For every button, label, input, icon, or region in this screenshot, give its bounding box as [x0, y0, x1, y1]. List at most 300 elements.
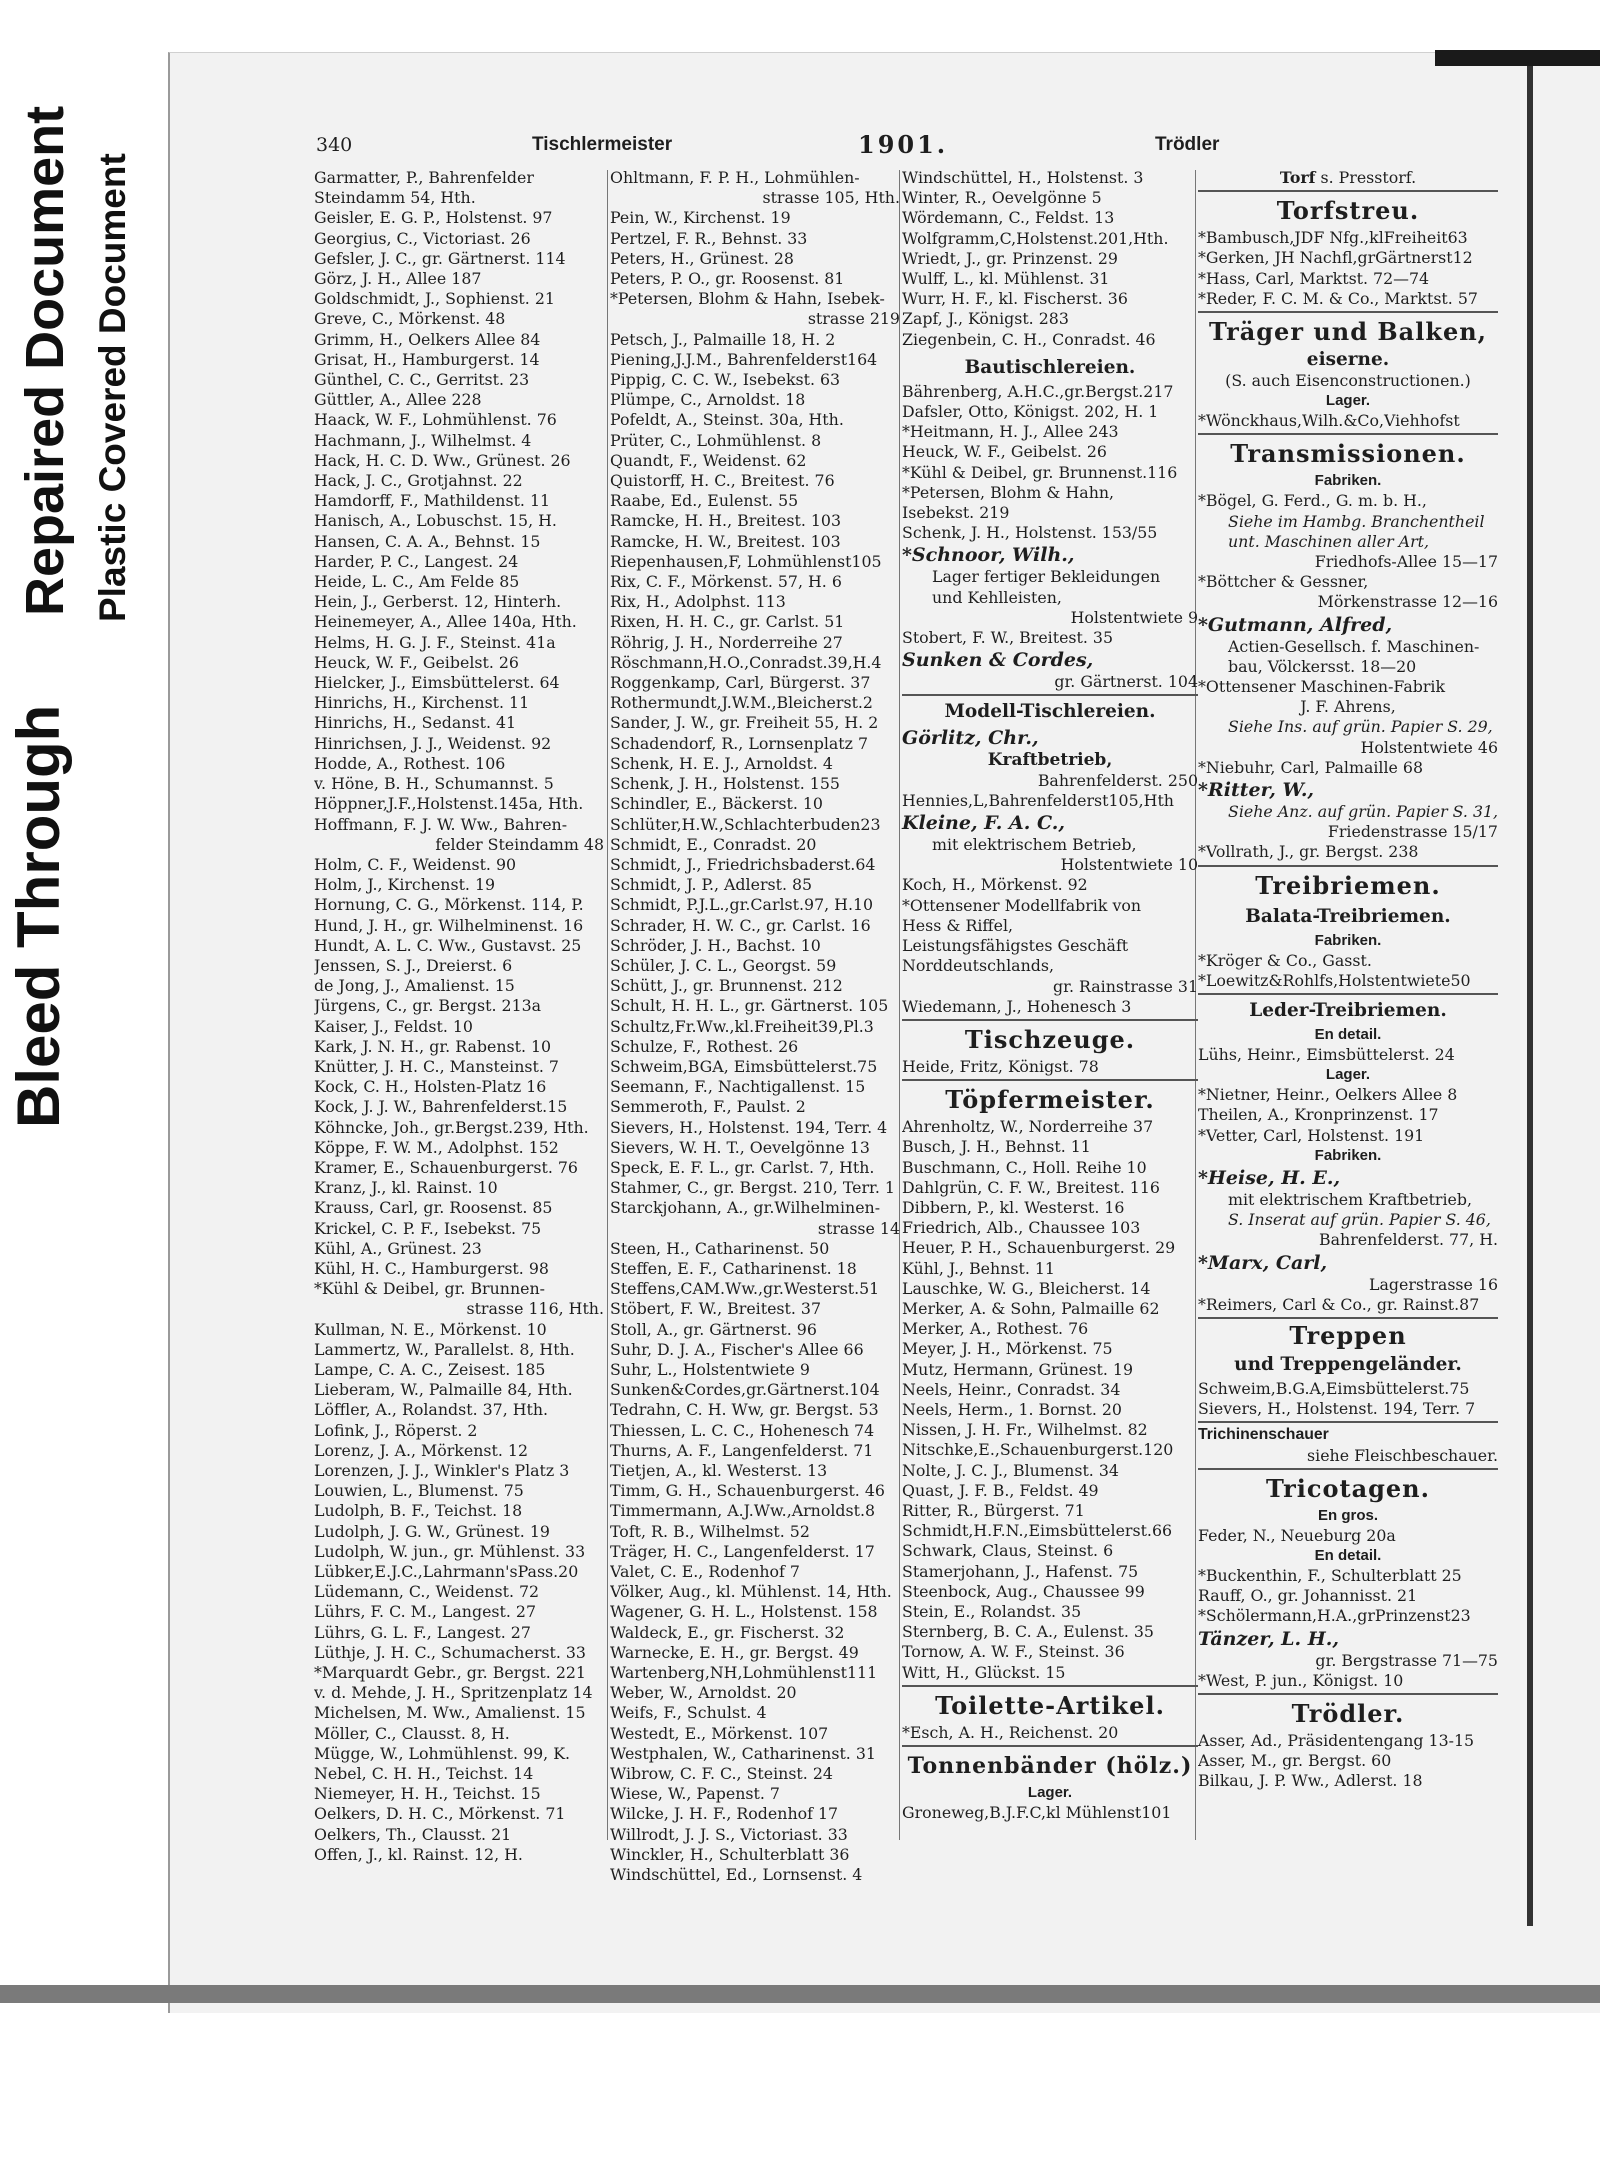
- directory-entry: Röschmann,H.O.,Conradst.39,H.4: [610, 652, 882, 672]
- directory-entry: Wibrow, C. F. C., Steinst. 24: [610, 1764, 833, 1784]
- directory-entry: v. Höne, B. H., Schumannst. 5: [314, 774, 554, 794]
- directory-entry: Dafsler, Otto, Königst. 202, H. 1: [902, 402, 1159, 422]
- directory-entry: Tietjen, A., kl. Westerst. 13: [610, 1461, 828, 1480]
- column-4: [1198, 168, 1498, 1792]
- directory-entry: Hachmann, J., Wilhelmst. 4: [314, 430, 532, 450]
- directory-entry: Möller, C., Clausst. 8, H.: [314, 1723, 510, 1743]
- directory-entry: Köppe, F. W. M., Adolphst. 152: [314, 1137, 559, 1157]
- header-year: 1901.: [858, 130, 949, 159]
- directory-entry: Steffens,CAM.Ww.,gr.Westerst.51: [610, 1279, 880, 1299]
- entry-list: [1198, 228, 1498, 309]
- section-heading: Treibriemen.: [1255, 870, 1441, 900]
- directory-entry: Bilkau, J. P. Ww., Adlerst. 18: [1198, 1771, 1423, 1791]
- section-heading: Tonnenbänder (hölz.): [907, 1753, 1193, 1779]
- directory-entry: *Kröger & Co., Gasst.: [1198, 950, 1372, 970]
- directory-entry: Valet, C. E., Rodenhof 7: [610, 1562, 800, 1582]
- directory-entry: Schulze, F., Rothest. 26: [610, 1036, 799, 1056]
- directory-entry: Völker, Aug., kl. Mühlenst. 14, Hth.: [610, 1582, 892, 1602]
- directory-entry: Lübker,E.J.C.,Lahrmann'sPass.20: [314, 1562, 579, 1582]
- directory-entry: Schmidt, P.J.L.,gr.Carlst.97, H.10: [610, 895, 874, 915]
- directory-entry: Hielcker, J., Eimsbüttelerst. 64: [314, 673, 560, 693]
- section-rule: [1198, 1421, 1498, 1423]
- directory-entry: Schindler, E., Bäckerst. 10: [610, 794, 823, 814]
- directory-entry: Rixen, H. H. C., gr. Carlst. 51: [610, 612, 845, 632]
- directory-entry: strasse 105, Hth.: [762, 188, 900, 208]
- directory-entry: *Marquardt Gebr., gr. Bergst. 221: [314, 1663, 586, 1683]
- directory-entry: Kühl, J., Behnst. 11: [902, 1258, 1055, 1278]
- directory-entry: *Kühl & Deibel, gr. Brunnen-: [314, 1279, 545, 1299]
- directory-entry: Quandt, F., Weidenst. 62: [610, 450, 807, 470]
- directory-entry: Ludolph, W. jun., gr. Mühlenst. 33: [314, 1541, 586, 1561]
- entry-list: [902, 1057, 1198, 1077]
- entry-name: *Ritter, W.,: [1198, 779, 1315, 802]
- directory-entry: Lampe, C. A. C., Zeisest. 185: [314, 1359, 546, 1379]
- directory-entry: Kark, J. N. H., gr. Rabenst. 10: [314, 1036, 552, 1056]
- directory-entry: Pertzel, F. R., Behnst. 33: [610, 228, 808, 248]
- directory-entry: Kühl, A., Grünest. 23: [314, 1238, 482, 1258]
- directory-entry: v. d. Mehde, J. H., Spritzenplatz 14: [314, 1683, 593, 1703]
- directory-entry: Wurr, H. F., kl. Fischerst. 36: [902, 289, 1128, 309]
- directory-entry: Hinrichsen, J. J., Weidenst. 92: [314, 733, 552, 753]
- directory-entry: Merker, A., Rothest. 76: [902, 1319, 1089, 1339]
- directory-entry: *Hass, Carl, Marktst. 72—74: [1198, 268, 1430, 288]
- directory-entry: Träger, H. C., Langenfelderst. 17: [610, 1541, 875, 1561]
- directory-entry: Stamerjohann, J., Hafenst. 75: [902, 1561, 1139, 1581]
- directory-entry: Schenk, J. H., Holstenst. 155: [610, 774, 840, 794]
- entry-line: Stobert, F. W., Breitest. 35: [902, 628, 1114, 648]
- subsection-heading: En detail.: [1314, 1026, 1382, 1044]
- section-heading: Toilette-Artikel.: [935, 1690, 1165, 1720]
- directory-entry: Goldschmidt, J., Sophienst. 21: [314, 289, 555, 309]
- directory-entry: Michelsen, M. Ww., Amalienst. 15: [314, 1703, 586, 1723]
- directory-entry: Holm, C. F., Weidenst. 90: [314, 854, 517, 874]
- subsection-heading: Lager.: [1325, 1066, 1371, 1084]
- directory-entry: Hornung, C. G., Mörkenst. 114, P.: [314, 895, 584, 915]
- directory-entry: Timmermann, A.J.Ww.,Arnoldst.8: [610, 1501, 876, 1521]
- directory-entry: Friedrich, Alb., Chaussee 103: [902, 1218, 1141, 1238]
- directory-entry: Krickel, C. P. F., Isebekst. 75: [314, 1218, 542, 1238]
- directory-entry: Stahmer, C., gr. Bergst. 210, Terr. 1: [610, 1178, 895, 1198]
- subsection-heading: Fabriken.: [1314, 1146, 1382, 1164]
- section-rule: [902, 1685, 1198, 1687]
- directory-entry: Nebel, C. H. H., Teichst. 14: [314, 1764, 534, 1784]
- entry-line: mit elektrischem Kraftbetrieb,: [1228, 1189, 1473, 1209]
- column-3: [902, 168, 1198, 1823]
- directory-entry: *Wönckhaus,Wilh.&Co,Viehhofst: [1198, 411, 1460, 431]
- directory-entry: Theilen, A., Kronprinzenst. 17: [1198, 1105, 1439, 1125]
- entry-list: [902, 1117, 1198, 1683]
- directory-entry: Schmidt,H.F.N.,Eimsbüttelerst.66: [902, 1521, 1173, 1541]
- entry-name: Kleine, F. A. C.,: [902, 812, 1065, 835]
- directory-entry: Hamdorff, F., Mathildenst. 11: [314, 491, 551, 511]
- entry-line: *Reimers, Carl & Co., gr. Rainst.87: [1198, 1294, 1480, 1314]
- directory-entry: Lofink, J., Röperst. 2: [314, 1420, 478, 1440]
- directory-entry: *Esch, A. H., Reichenst. 20: [902, 1722, 1119, 1742]
- entry-list: [902, 1803, 1198, 1823]
- scan-gutter: [1527, 66, 1533, 1926]
- directory-entry: Kaiser, J., Feldst. 10: [314, 1016, 473, 1036]
- directory-entry: Grisat, H., Hamburgerst. 14: [314, 349, 540, 369]
- directory-entry: Waldeck, E., gr. Fischerst. 32: [610, 1622, 845, 1642]
- section-heading: Trichinenschauer: [1198, 1426, 1329, 1444]
- entry-line: *Bögel, G. Ferd., G. m. b. H.,: [1198, 491, 1427, 511]
- directory-entry: Weifs, F., Schulst. 4: [610, 1703, 767, 1723]
- directory-entry: strasse 116, Hth.: [466, 1299, 604, 1319]
- column-1: [314, 168, 604, 1865]
- directory-entry: de Jong, J., Amalienst. 15: [314, 976, 515, 996]
- directory-entry: Schenk, J. H., Holstenst. 153/55: [902, 523, 1158, 543]
- directory-entry: Jenssen, S. J., Dreierst. 6: [314, 955, 513, 975]
- directory-entry: Hodde, A., Rothest. 106: [314, 753, 506, 773]
- directory-entry: Garmatter, P., Bahrenfelder: [314, 168, 534, 187]
- directory-entry: Hansen, C. A. A., Behnst. 15: [314, 531, 541, 551]
- directory-entry: Lüthje, J. H. C., Schumacherst. 33: [314, 1642, 586, 1662]
- entry-list: [1198, 1566, 1498, 1627]
- directory-entry: Semmeroth, F., Paulst. 2: [610, 1097, 806, 1117]
- directory-entry: Neels, Heinr., Conradst. 34: [902, 1379, 1121, 1399]
- directory-entry: Wolfgramm,C,Holstenst.201,Hth.: [902, 228, 1169, 248]
- section-heading: Torfstreu.: [1276, 196, 1420, 226]
- subsection-heading: Lager.: [1027, 1784, 1073, 1801]
- directory-entry: Starckjohann, A., gr.Wilhelminen-: [610, 1198, 881, 1218]
- directory-entry: Nitschke,E.,Schauenburgerst.120: [902, 1440, 1174, 1460]
- entry-line: Hennies,L,Bahrenfelderst105,Hth: [902, 790, 1174, 810]
- directory-entry: Windschüttel, Ed., Lornsenst. 4: [610, 1865, 863, 1885]
- directory-entry: Seemann, F., Nachtigallenst. 15: [610, 1077, 866, 1097]
- entry-line: *Böttcher & Gessner,: [1198, 572, 1369, 592]
- directory-entry: Speck, E. F. L., gr. Carlst. 7, Hth.: [610, 1157, 875, 1177]
- directory-entry: Wriedt, J., gr. Prinzenst. 29: [902, 248, 1118, 268]
- directory-entry: Hess & Riffel,: [902, 915, 1014, 935]
- directory-entry: Mutz, Hermann, Grünest. 19: [902, 1359, 1133, 1379]
- directory-entry: Ohltmann, F. P. H., Lohmühlen-: [610, 168, 860, 187]
- directory-entry: Höppner,J.F.,Holstenst.145a, Hth.: [314, 794, 584, 814]
- directory-entry: Heuck, W. F., Geibelst. 26: [902, 442, 1107, 462]
- section-heading: Transmissionen.: [1230, 439, 1466, 469]
- directory-entry: Lorenz, J. A., Mörkenst. 12: [314, 1440, 528, 1460]
- entry-name: *Schnoor, Wilh.,: [902, 544, 1075, 567]
- directory-entry: Kock, J. J. W., Bahrenfelderst.15: [314, 1097, 568, 1117]
- directory-entry: Quistorff, H. C., Breitest. 76: [610, 471, 835, 491]
- directory-entry: Günthel, C. C., Gerritst. 23: [314, 370, 530, 390]
- directory-entry: Pippig, C. C. W., Isebekst. 63: [610, 370, 841, 390]
- directory-entry: Sander, J. W., gr. Freiheit 55, H. 2: [610, 713, 879, 733]
- directory-entry: Görz, J. H., Allee 187: [314, 269, 482, 289]
- directory-entry: Petsch, J., Palmaille 18, H. 2: [610, 329, 836, 349]
- directory-entry: *Petersen, Blohm & Hahn,: [902, 482, 1115, 502]
- entry-list: [1198, 411, 1498, 431]
- subsection-heading: En detail.: [1314, 1546, 1382, 1564]
- directory-entry: Bährenberg, A.H.C.,gr.Bergst.217: [902, 381, 1174, 401]
- directory-entry: Wördemann, C., Feldst. 13: [902, 208, 1115, 228]
- directory-entry: Hanisch, A., Lobuschst. 15, H.: [314, 511, 557, 531]
- directory-entry: Tornow, A. W. F., Steinst. 36: [902, 1642, 1125, 1662]
- directory-entry: Tedrahn, C. H. Ww, gr. Bergst. 53: [610, 1400, 879, 1420]
- directory-page: [310, 130, 1498, 1885]
- directory-entry: Wilcke, J. H. F., Rodenhof 17: [610, 1804, 839, 1824]
- directory-entry: Kramer, E., Schauenburgerst. 76: [314, 1157, 578, 1177]
- directory-entry: Suhr, D. J. A., Fischer's Allee 66: [610, 1339, 864, 1359]
- directory-entry: Westedt, E., Mörkenst. 107: [610, 1723, 829, 1743]
- directory-entry: Roggenkamp, Carl, Bürgerst. 37: [610, 673, 871, 693]
- directory-entry: *Buckenthin, F., Schulterblatt 25: [1198, 1565, 1462, 1585]
- directory-entry: Leistungsfähigstes Geschäft: [902, 936, 1129, 956]
- directory-entry: *Bambusch,JDF Nfg.,klFreiheit63: [1198, 228, 1468, 248]
- entry-list: [1198, 1045, 1498, 1065]
- directory-entry: Willrodt, J. J. S., Victoriast. 33: [610, 1824, 848, 1844]
- directory-entry: Georgius, C., Victoriast. 26: [314, 228, 531, 248]
- directory-entry: Löffler, A., Rolandst. 37, Hth.: [314, 1400, 549, 1420]
- directory-entry: Jürgens, C., gr. Bergst. 213a: [314, 996, 542, 1016]
- column-2: [610, 168, 900, 1885]
- entry-line: Mörkenstrasse 12—16: [1317, 592, 1498, 612]
- directory-entry: Piening,J.J.M., Bahrenfelderst164: [610, 349, 878, 369]
- directory-entry: Koch, H., Mörkenst. 92: [902, 875, 1088, 895]
- directory-entry: Hein, J., Gerberst. 12, Hinterh.: [314, 592, 562, 612]
- entry-line: unt. Maschinen aller Art,: [1228, 531, 1430, 551]
- directory-entry: Westphalen, W., Catharinenst. 31: [610, 1743, 876, 1763]
- directory-entry: Witt, H., Glückst. 15: [902, 1662, 1066, 1682]
- directory-entry: Heide, Fritz, Königst. 78: [902, 1056, 1099, 1076]
- directory-entry: Thurns, A. F., Langenfelderst. 71: [610, 1440, 874, 1460]
- watermark-repaired-document: Repaired Document: [15, 105, 75, 616]
- directory-entry: Riepenhausen,F, Lohmühlenst105: [610, 551, 882, 571]
- entry-list: [1198, 1731, 1498, 1792]
- directory-entry: Thiessen, L. C. C., Hohenesch 74: [610, 1420, 875, 1440]
- section-heading: Trödler.: [1291, 1698, 1405, 1728]
- directory-entry: Louwien, L., Blumenst. 75: [314, 1481, 524, 1501]
- directory-entry: Röhrig, J. H., Norderreihe 27: [610, 632, 843, 652]
- directory-entry: *Gerken, JH Nachfl,grGärtnerst12: [1198, 248, 1473, 268]
- directory-entry: Heide, L. C., Am Felde 85: [314, 572, 520, 592]
- directory-entry: Grimm, H., Oelkers Allee 84: [314, 329, 541, 349]
- entry-line: *West, P. jun., Königst. 10: [1198, 1670, 1404, 1690]
- directory-entry: Kock, C. H., Holsten-Platz 16: [314, 1077, 547, 1097]
- directory-entry: Hinrichs, H., Kirchenst. 11: [314, 693, 530, 713]
- directory-entry: Schütt, J., gr. Brunnenst. 212: [610, 976, 843, 996]
- directory-entry: Sunken&Cordes,gr.Gärtnerst.104: [610, 1380, 880, 1400]
- directory-entry: Wiedemann, J., Hohenesch 3: [902, 996, 1132, 1016]
- entry-line: und Kehlleisten,: [932, 587, 1062, 607]
- directory-entry: Merker, A. & Sohn, Palmaille 62: [902, 1298, 1160, 1318]
- section-heading: Treppen: [1289, 1320, 1407, 1350]
- directory-entry: Winter, R., Oevelgönne 5: [902, 188, 1102, 208]
- section-heading: Träger und Balken,: [1208, 317, 1488, 347]
- entry-line: gr. Bergstrasse 71—75: [1315, 1650, 1498, 1670]
- entry-list: [1198, 1379, 1498, 1419]
- directory-entry: Lammertz, W., Parallelst. 8, Hth.: [314, 1339, 575, 1359]
- entry-line: J. F. Ahrens,: [1300, 697, 1396, 717]
- directory-entry: Hack, H. C. D. Ww., Grünest. 26: [314, 450, 571, 470]
- entry-line: *Niebuhr, Carl, Palmaille 68: [1198, 757, 1424, 777]
- directory-entry: Rauff, O., gr. Johannisst. 21: [1198, 1586, 1418, 1606]
- directory-entry: Rothermundt,J.W.M.,Bleicherst.2: [610, 693, 873, 713]
- section-rule: [1198, 1693, 1498, 1695]
- directory-entry: Stein, E., Rolandst. 35: [902, 1601, 1082, 1621]
- column-divider: [607, 170, 608, 1840]
- directory-entry: Knütter, J. H. C., Mansteinst. 7: [314, 1056, 559, 1076]
- directory-entry: Schweim,BGA, Eimsbüttelerst.75: [610, 1056, 878, 1076]
- directory-entry: Winckler, H., Schulterblatt 36: [610, 1844, 850, 1864]
- entry-line: Siehe Ins. auf grün. Papier S. 29,: [1228, 717, 1493, 737]
- directory-entry: Steffen, E. F., Catharinenst. 18: [610, 1258, 857, 1278]
- directory-entry: Lüdemann, C., Weidenst. 72: [314, 1582, 540, 1602]
- entry-line: (S. auch Eisenconstructionen.): [1225, 371, 1471, 391]
- section-rule: [1198, 865, 1498, 867]
- directory-entry: Isebekst. 219: [902, 503, 1010, 523]
- directory-entry: *Ottensener Modellfabrik von: [902, 895, 1142, 915]
- entry-line: *Ottensener Maschinen-Fabrik: [1198, 677, 1446, 697]
- directory-entry: Ramcke, H. H., Breitest. 103: [610, 511, 842, 531]
- directory-entry: Schult, H. H. L., gr. Gärtnerst. 105: [610, 996, 889, 1016]
- directory-entry: Ramcke, H. W., Breitest. 103: [610, 531, 841, 551]
- directory-entry: Gefsler, J. C., gr. Gärtnerst. 114: [314, 248, 566, 268]
- watermark-bleed-through: Bleed Through: [5, 704, 72, 1128]
- directory-entry: Weber, W., Arnoldst. 20: [610, 1683, 797, 1703]
- directory-entry: Heuck, W. F., Geibelst. 26: [314, 652, 519, 672]
- section-rule: [902, 1079, 1198, 1081]
- entry-list: [902, 1723, 1198, 1743]
- directory-entry: Kühl, H. C., Hamburgerst. 98: [314, 1258, 549, 1278]
- directory-entry: Kullman, N. E., Mörkenst. 10: [314, 1319, 547, 1339]
- directory-entry: Asser, Ad., Präsidentengang 13-15: [1198, 1730, 1475, 1750]
- directory-entry: Steenbock, Aug., Chaussee 99: [902, 1581, 1145, 1601]
- directory-entry: Prüter, C., Lohmühlenst. 8: [610, 430, 822, 450]
- directory-entry: Dahlgrün, C. F. W., Breitest. 116: [902, 1177, 1160, 1197]
- entry-name: *Heise, H. E.,: [1198, 1166, 1341, 1189]
- directory-entry: *Reder, F. C. M. & Co., Marktst. 57: [1198, 288, 1478, 308]
- directory-entry: Haack, W. F., Lohmühlenst. 76: [314, 410, 557, 430]
- directory-entry: Warnecke, E. H., gr. Bergst. 49: [610, 1642, 859, 1662]
- directory-entry: Pein, W., Kirchenst. 19: [610, 208, 791, 228]
- directory-entry: Ludolph, J. G. W., Grünest. 19: [314, 1521, 550, 1541]
- directory-entry: Zapf, J., Königst. 283: [902, 309, 1069, 329]
- directory-entry: Heuer, P. H., Schauenburgerst. 29: [902, 1238, 1176, 1258]
- directory-entry: Nissen, J. H. Fr., Wilhelmst. 82: [902, 1420, 1148, 1440]
- directory-entry: Wagener, G. H. L., Holstenst. 158: [610, 1602, 878, 1622]
- directory-entry: Ritter, R., Bürgerst. 71: [902, 1500, 1085, 1520]
- entry-keyword: Torf: [1279, 168, 1316, 187]
- directory-entry: Lorenzen, J. J., Winkler's Platz 3: [314, 1461, 570, 1480]
- directory-entry: Ziegenbein, C. H., Conradst. 46: [902, 329, 1156, 349]
- directory-entry: Lauschke, W. G., Bleicherst. 14: [902, 1278, 1151, 1298]
- directory-entry: Schröder, J. H., Bachst. 10: [610, 935, 821, 955]
- directory-entry: Heinemeyer, A., Allee 140a, Hth.: [314, 612, 577, 632]
- directory-entry: Sievers, H., Holstenst. 194, Terr. 7: [1198, 1399, 1476, 1419]
- directory-entry: Neels, Herm., 1. Bornst. 20: [902, 1399, 1122, 1419]
- page-header: [310, 130, 1220, 162]
- directory-entry: Meyer, J. H., Mörkenst. 75: [902, 1339, 1113, 1359]
- directory-entry: Kranz, J., kl. Rainst. 10: [314, 1178, 498, 1198]
- directory-entry: Helms, H. G. J. F., Steinst. 41a: [314, 632, 556, 652]
- directory-entry: Norddeutschlands,: [902, 956, 1054, 976]
- section-heading: Modell-Tischlereien.: [944, 701, 1156, 723]
- entry-line: gr. Gärtnerst. 104: [1054, 672, 1198, 692]
- section-heading: Tischzeuge.: [964, 1024, 1136, 1054]
- directory-entry: Nolte, J. C. J., Blumenst. 34: [902, 1460, 1119, 1480]
- section-heading: Balata-Treibriemen.: [1245, 905, 1451, 927]
- section-rule: [1198, 433, 1498, 435]
- directory-entry: Sievers, H., Holstenst. 194, Terr. 4: [610, 1117, 888, 1137]
- directory-entry: Köhncke, Joh., gr.Bergst.239, Hth.: [314, 1117, 589, 1137]
- scan-edge-top: [1435, 50, 1600, 66]
- directory-entry: Krauss, Carl, gr. Roosenst. 85: [314, 1198, 553, 1218]
- directory-entry: Lührs, F. C. M., Langest. 27: [314, 1602, 537, 1622]
- entry-line: bau, Völckersst. 18—20: [1228, 656, 1417, 676]
- entry-line: Lager fertiger Bekleidungen: [932, 567, 1161, 587]
- directory-entry: Wulff, L., kl. Mühlenst. 31: [902, 269, 1110, 289]
- entry-list: [902, 875, 1198, 1016]
- entry-line: Holstentwiete 46: [1360, 737, 1498, 757]
- entry-line: S. Inserat auf grün. Papier S. 46,: [1228, 1210, 1491, 1230]
- entry-name: *Marx, Carl,: [1198, 1251, 1328, 1274]
- directory-entry: Schenk, H. E. J., Arnoldst. 4: [610, 753, 833, 773]
- section-rule: [902, 694, 1198, 696]
- directory-entry: Rix, H., Adolphst. 113: [610, 592, 786, 612]
- entry-list: [1198, 951, 1498, 991]
- section-rule: [1198, 311, 1498, 313]
- entry-line: Holstentwiete 9: [1070, 607, 1198, 627]
- directory-entry: Schmidt, E., Conradst. 20: [610, 834, 817, 854]
- directory-entry: Rix, C. F., Mörkenst. 57, H. 6: [610, 572, 842, 592]
- directory-entry: Stöbert, F. W., Breitest. 37: [610, 1299, 822, 1319]
- directory-entry: *Heitmann, H. J., Allee 243: [902, 422, 1119, 442]
- entry-list: [902, 382, 1198, 544]
- directory-entry: Hinrichs, H., Sedanst. 41: [314, 713, 517, 733]
- subsection-heading: eiserne.: [1306, 349, 1390, 371]
- section-heading: Leder-Treibriemen.: [1249, 1000, 1447, 1022]
- directory-entry: Buschmann, C., Holl. Reihe 10: [902, 1157, 1147, 1177]
- directory-entry: Greve, C., Mörkenst. 48: [314, 309, 506, 329]
- directory-entry: Schmidt, J. P., Adlerst. 85: [610, 875, 813, 895]
- directory-entry: Lühs, Heinr., Eimsbüttelerst. 24: [1198, 1045, 1455, 1065]
- directory-entry: Mügge, W., Lohmühlenst. 99, K.: [314, 1743, 571, 1763]
- section-rule: [1198, 1317, 1498, 1319]
- directory-entry: Harder, P. C., Langest. 24: [314, 551, 519, 571]
- entry-line: Friedhofs-Allee 15—17: [1314, 552, 1498, 572]
- section-rule: [1198, 190, 1498, 192]
- directory-entry: Lührs, G. L. F., Langest. 27: [314, 1622, 531, 1642]
- directory-entry: Peters, P. O., gr. Roosenst. 81: [610, 269, 845, 289]
- subsection-heading: Fabriken.: [1314, 931, 1382, 949]
- directory-entry: Quast, J. F. B., Feldst. 49: [902, 1480, 1099, 1500]
- directory-entry: Ludolph, B. F., Teichst. 18: [314, 1501, 523, 1521]
- directory-entry: Schultz,Fr.Ww.,kl.Freiheit39,Pl.3: [610, 1016, 874, 1036]
- directory-entry: Dibbern, P., kl. Westerst. 16: [902, 1197, 1125, 1217]
- directory-entry: Asser, M., gr. Bergst. 60: [1198, 1751, 1392, 1771]
- directory-entry: *Vollrath, J., gr. Bergst. 238: [1198, 842, 1419, 862]
- directory-entry: Schrader, H. W. C., gr. Carlst. 16: [610, 915, 871, 935]
- directory-entry: Sternberg, B. C. A., Eulenst. 35: [902, 1622, 1154, 1642]
- page-number: 340: [316, 134, 353, 156]
- entry-line: Holstentwiete 10: [1060, 855, 1198, 875]
- directory-entry: *Schölermann,H.A.,grPrinzenst23: [1198, 1606, 1471, 1626]
- entry-list: [902, 168, 1198, 350]
- entry-line: Bahrenfelderst. 250: [1037, 770, 1198, 790]
- directory-entry: Toft, R. B., Wilhelmst. 52: [610, 1521, 810, 1541]
- header-left-title: Tischlermeister: [532, 134, 673, 155]
- directory-entry: Stoll, A., gr. Gärtnerst. 96: [610, 1319, 817, 1339]
- directory-entry: Ahrenholtz, W., Norderreihe 37: [902, 1117, 1154, 1137]
- directory-entry: felder Steindamm 48: [435, 834, 604, 854]
- scan-edge-bottom: [0, 1985, 1600, 2003]
- entry-list: [1198, 1526, 1498, 1546]
- directory-entry: Plümpe, C., Arnoldst. 18: [610, 390, 806, 410]
- entry-line: Bahrenfelderst. 77, H.: [1319, 1230, 1498, 1250]
- section-rule: [1198, 1468, 1498, 1470]
- directory-entry: Suhr, L., Holstentwiete 9: [610, 1359, 810, 1379]
- directory-entry: Wartenberg,NH,Lohmühlenst111: [610, 1663, 878, 1683]
